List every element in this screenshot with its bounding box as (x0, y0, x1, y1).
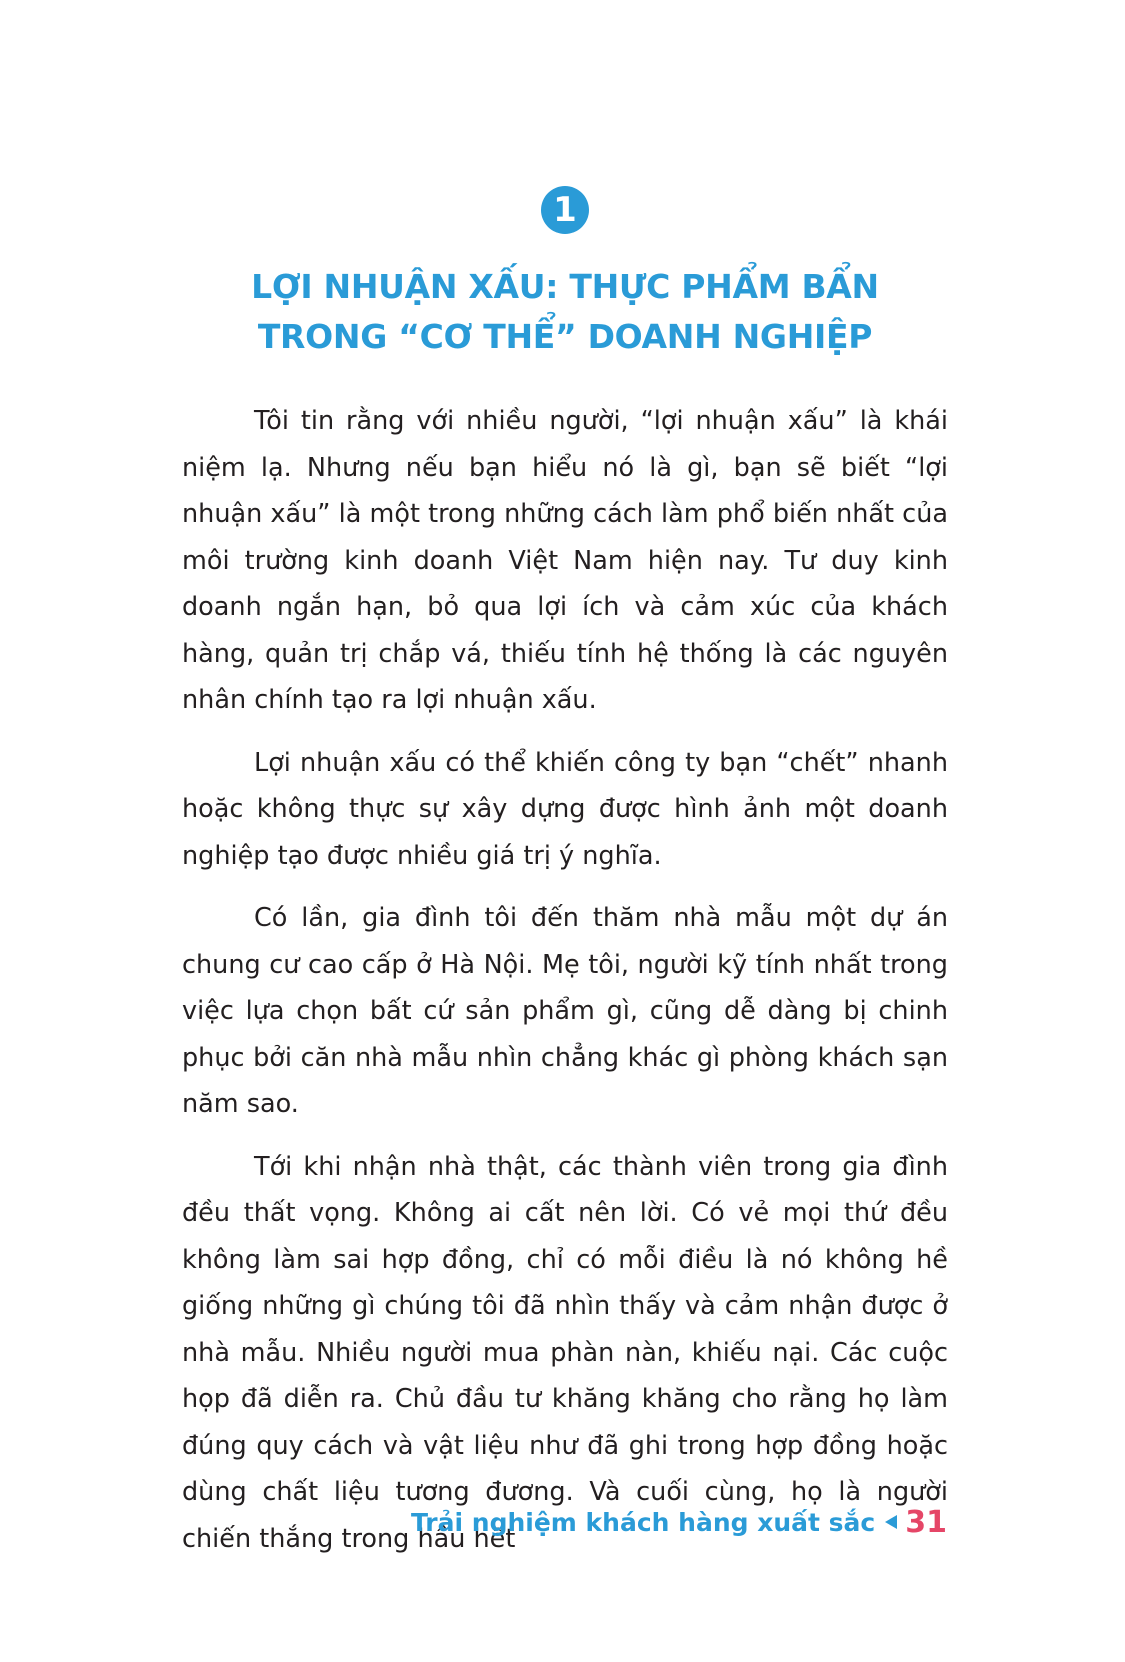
paragraph: Lợi nhuận xấu có thể khiến công ty bạn “chết” nhanh hoặc không thực sự xây dựng được hình ảnh một doanh nghiệp tạo được nhiều giá trị ý nghĩa. (182, 747, 948, 871)
body-text (182, 398, 948, 1578)
paragraph: Có lần, gia đình tôi đến thăm nhà mẫu một dự án chung cư cao cấp ở Hà Nội. Mẹ tôi, người kỹ tính nhất trong việc lựa chọn bất cứ sản phẩm gì, cũng dễ dàng bị chinh phục bởi căn nhà mẫu nhìn chẳng khác gì phòng khách sạn năm sao. (182, 903, 948, 1119)
page-number: 31 (905, 1504, 947, 1540)
chapter-title (150, 262, 980, 362)
chapter-number-badge: 1 (541, 186, 589, 234)
chapter-title-line-1: LỢI NHUẬN XẤU: THỰC PHẨM BẨN (251, 267, 879, 306)
paragraph: Tôi tin rằng với nhiều người, “lợi nhuận xấu” là khái niệm lạ. Nhưng nếu bạn hiểu nó là gì, bạn sẽ biết “lợi nhuận xấu” là một trong những cách làm phổ biến nhất của môi trường kinh doanh Việt Nam hiện nay. Tư duy kinh doanh ngắn hạn, bỏ qua lợi ích và cảm xúc của khách hàng, quản trị chắp vá, thiếu tính hệ thống là các nguyên nhân chính tạo ra lợi nhuận xấu. (182, 406, 948, 715)
triangle-left-icon (885, 1515, 897, 1529)
page-footer (411, 1500, 947, 1544)
paragraph: Tới khi nhận nhà thật, các thành viên trong gia đình đều thất vọng. Không ai cất nên lời. Có vẻ mọi thứ đều không làm sai hợp đồng, chỉ có mỗi điều là nó không hề giống những gì chúng tôi đã nhìn thấy và cảm nhận được ở nhà mẫu. Nhiều người mua phàn nàn, khiếu nại. Các cuộc họp đã diễn ra. Chủ đầu tư khăng khăng cho rằng họ làm đúng quy cách và vật liệu như đã ghi trong hợp đồng hoặc dùng chất liệu tương đương. Và cuối cùng, họ là người chiến thắng trong hầu hết (182, 1151, 948, 1554)
chapter-title-line-2: TRONG “CƠ THỂ” DOANH NGHIỆP (257, 317, 873, 356)
running-footer-title: Trải nghiệm khách hàng xuất sắc (411, 1507, 876, 1537)
